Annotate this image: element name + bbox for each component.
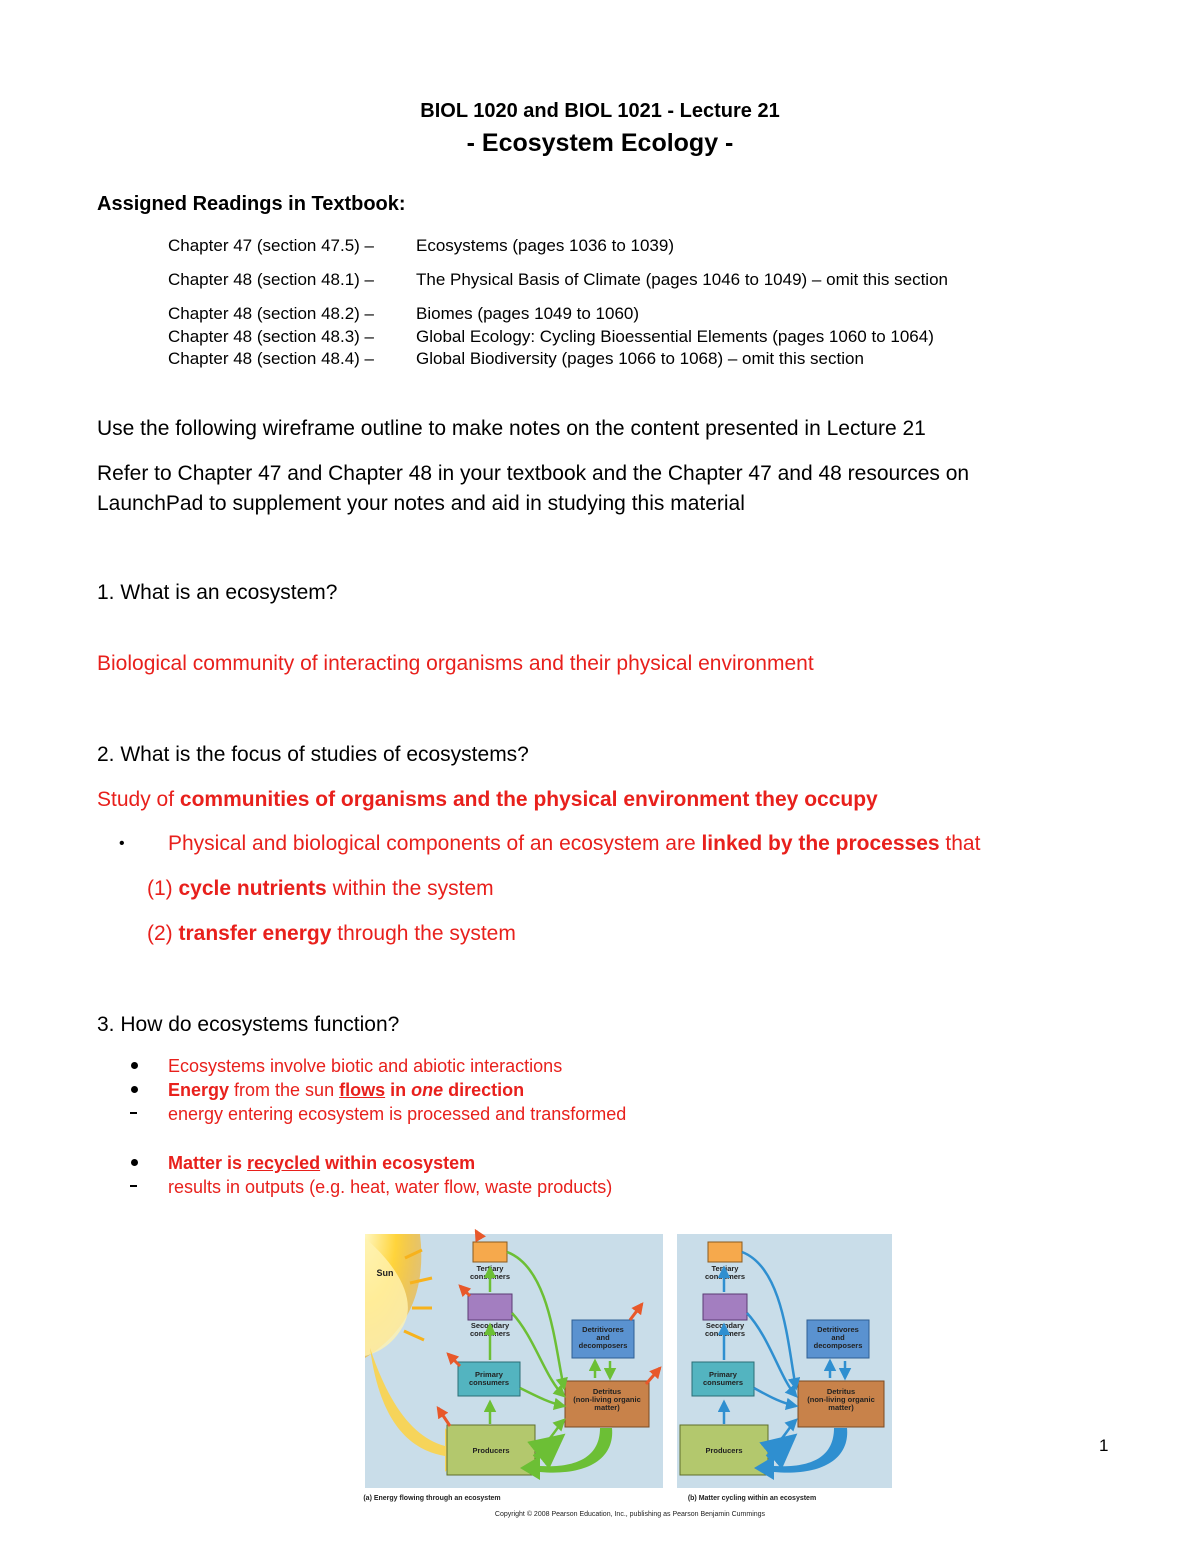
- tertiary-label: Tertiary: [711, 1264, 739, 1273]
- panel-matter-cycling: [677, 1234, 892, 1502]
- reading-item: Chapter 48 (section 48.3) – Global Ecology: Cycling Bioessential Elements (pages 1060 to 1064): [168, 327, 934, 346]
- question-2: 2. What is the focus of studies of ecosystems?: [97, 743, 529, 766]
- dash-marker: [130, 1112, 137, 1114]
- answer-2-sub-1: (1) cycle nutrients within the system: [147, 877, 494, 900]
- ecosystem-figure: [360, 1228, 900, 1523]
- tertiary-label: Tertiary: [476, 1264, 504, 1273]
- detritus-label: (non-living organic: [807, 1395, 875, 1404]
- answer-1: Biological community of interacting organisms and their physical environment: [97, 652, 814, 675]
- answer-2-bullet: • Physical and biological components of an ecosystem are linked by the processes that: [119, 832, 981, 855]
- reading-item: Chapter 48 (section 48.2) – Biomes (pages 1049 to 1060): [168, 304, 640, 323]
- secondary-box: [703, 1294, 747, 1320]
- tertiary-label: consumers: [704, 1272, 746, 1281]
- panel-energy-flow: [363, 1231, 663, 1502]
- detritivores-label: decomposers: [813, 1341, 863, 1350]
- bullet-icon: [131, 1159, 138, 1166]
- reading-item: Chapter 48 (section 48.4) – Global Biodiversity (pages 1066 to 1068) – omit this section: [168, 349, 864, 368]
- page-number: 1: [1099, 1436, 1109, 1455]
- secondary-label: consumers: [469, 1329, 511, 1338]
- detritus-label: Detritus: [592, 1387, 622, 1396]
- producers-label: Producers: [705, 1446, 743, 1455]
- bullet-icon: [131, 1086, 138, 1093]
- tertiary-box: [708, 1242, 742, 1262]
- readings-heading: Assigned Readings in Textbook:: [97, 193, 406, 215]
- producers-label: Producers: [472, 1446, 510, 1455]
- question-3: 3. How do ecosystems function?: [97, 1013, 400, 1036]
- intro-line: Use the following wireframe outline to make notes on the content presented in Lecture 21: [97, 417, 926, 440]
- secondary-box: [468, 1294, 512, 1320]
- bullet-icon: •: [119, 835, 125, 852]
- detritus-label: matter): [594, 1403, 620, 1412]
- answer-2: Study of communities of organisms and the physical environment they occupy: [97, 788, 878, 811]
- question-1: 1. What is an ecosystem?: [97, 581, 338, 604]
- bullet-icon: [131, 1062, 138, 1069]
- detritivores-label: and: [596, 1333, 610, 1342]
- detritivores-label: and: [831, 1333, 845, 1342]
- detritivores-label: Detritivores: [817, 1325, 859, 1334]
- answer-2-sub-2: (2) transfer energy through the system: [147, 922, 516, 945]
- detritivores-label: decomposers: [578, 1341, 628, 1350]
- detritivores-label: Detritivores: [582, 1325, 624, 1334]
- topic-title: - Ecosystem Ecology -: [466, 129, 734, 157]
- primary-label: Primary: [709, 1370, 737, 1379]
- dash-marker: [130, 1185, 137, 1187]
- sun-label: Sun: [376, 1268, 394, 1278]
- intro-line: Refer to Chapter 47 and Chapter 48 in your textbook and the Chapter 47 and 48 resources on: [97, 462, 970, 485]
- intro-line: LaunchPad to supplement your notes and aid in studying this material: [97, 492, 745, 515]
- course-title: BIOL 1020 and BIOL 1021 - Lecture 21: [420, 100, 780, 122]
- reading-item: Chapter 48 (section 48.1) – The Physical Basis of Climate (pages 1046 to 1049) – omit this section: [168, 270, 948, 289]
- secondary-label: consumers: [704, 1329, 746, 1338]
- detritus-label: matter): [828, 1403, 854, 1412]
- tertiary-label: consumers: [469, 1272, 511, 1281]
- secondary-label: Secondary: [470, 1321, 510, 1330]
- figure-copyright: Copyright © 2008 Pearson Education, Inc., publishing as Pearson Benjamin Cummings: [494, 1511, 766, 1518]
- caption-a: (a) Energy flowing through an ecosystem: [363, 1495, 501, 1502]
- primary-label: Primary: [475, 1370, 503, 1379]
- detritus-label: (non-living organic: [573, 1395, 641, 1404]
- primary-label: consumers: [468, 1378, 510, 1387]
- secondary-label: Secondary: [705, 1321, 745, 1330]
- detritus-label: Detritus: [826, 1387, 856, 1396]
- caption-b: (b) Matter cycling within an ecosystem: [687, 1495, 817, 1502]
- reading-item: Chapter 47 (section 47.5) – Ecosystems (pages 1036 to 1039): [168, 236, 674, 255]
- primary-label: consumers: [702, 1378, 744, 1387]
- tertiary-box: [473, 1242, 507, 1262]
